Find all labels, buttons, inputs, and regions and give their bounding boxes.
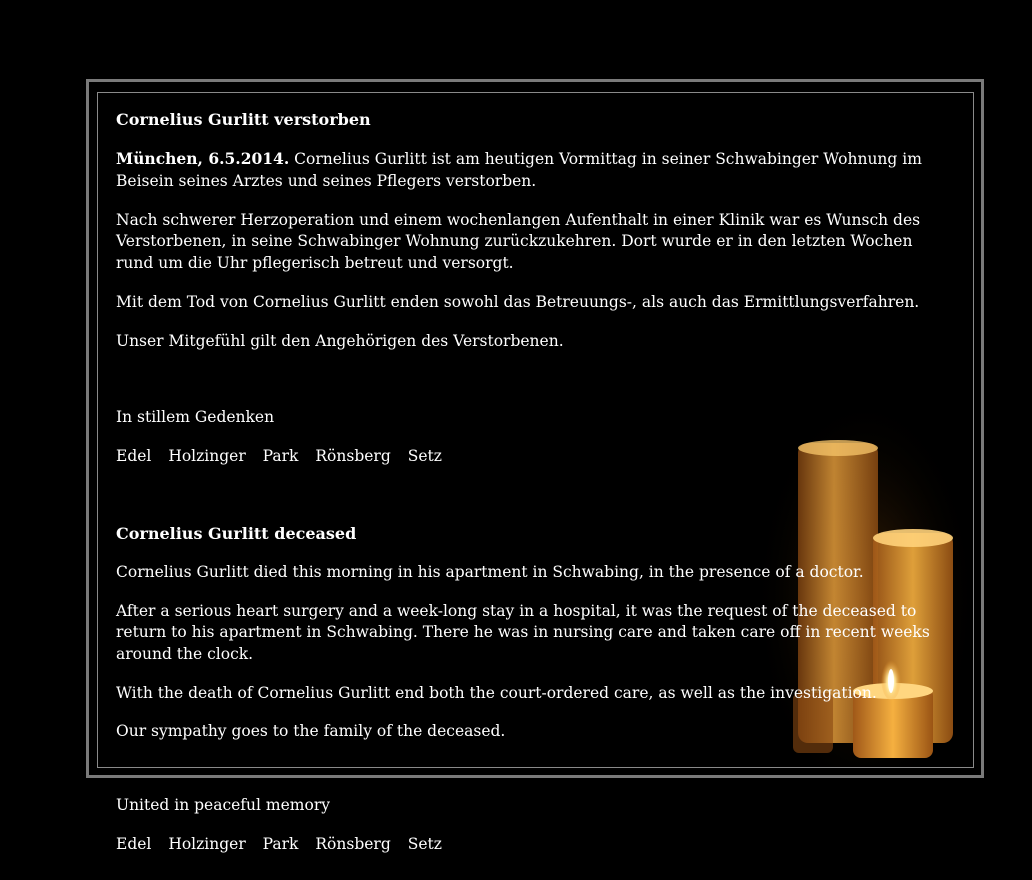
german-paragraph-1-text: Cornelius Gurlitt ist am heutigen Vormittag in seiner Schwabinger Wohnung im Beisein seines Arztes und seines Pflegers verstorben. [116,150,922,191]
footer [116,795,916,872]
notice-content [116,109,936,760]
german-paragraph-3: Mit dem Tod von Cornelius Gurlitt enden sowohl das Betreuungs-, als auch das Ermittlungsverfahren. [116,292,920,311]
name-setz: Setz [407,446,442,465]
footer-name-holzinger: Holzinger [168,834,246,853]
name-edel: Edel [116,446,152,465]
german-memorial: In stillem Gedenken [116,408,275,427]
english-paragraph-2: After a serious heart surgery and a week-long stay in a hospital, it was the request of the deceased to return to his apartment in Schwabing. There he was in nursing care and taken care off in recent weeks around the clock. [116,601,930,664]
german-title: Cornelius Gurlitt verstorben [116,110,371,129]
footer-name-roensberg: Rönsberg [315,834,391,853]
footer-memorial: United in peaceful memory [116,796,330,814]
english-paragraph-1: Cornelius Gurlitt died this morning in his apartment in Schwabing, in the presence of a doctor. [116,562,864,581]
footer-name-setz: Setz [407,834,442,853]
english-title: Cornelius Gurlitt deceased [116,523,357,543]
footer-names [116,834,916,856]
german-paragraph-1 [116,148,936,192]
english-paragraph-4: Our sympathy goes to the family of the deceased. [116,722,506,741]
footer-name-park: Park [262,834,299,853]
notice-panel [97,92,974,768]
name-roensberg: Rönsberg [315,446,391,465]
footer-name-edel: Edel [116,834,152,853]
german-dateline: München, 6.5.2014. [116,149,290,169]
name-park: Park [262,446,299,465]
german-paragraph-4: Unser Mitgefühl gilt den Angehörigen des Verstorbenen. [116,331,564,350]
name-holzinger: Holzinger [168,446,246,465]
german-names [116,446,936,468]
english-paragraph-3: With the death of Cornelius Gurlitt end both the court-ordered care, as well as the investigation. [116,683,877,702]
german-paragraph-2: Nach schwerer Herzoperation und einem wochenlangen Aufenthalt in einer Klinik war es Wunsch des Verstorbenen, in seine Schwabinger Wohnung zurückzukehren. Dort wurde er in den letzten Wochen rund um die Uhr pflegerisch betreut und versorgt. [116,210,921,273]
